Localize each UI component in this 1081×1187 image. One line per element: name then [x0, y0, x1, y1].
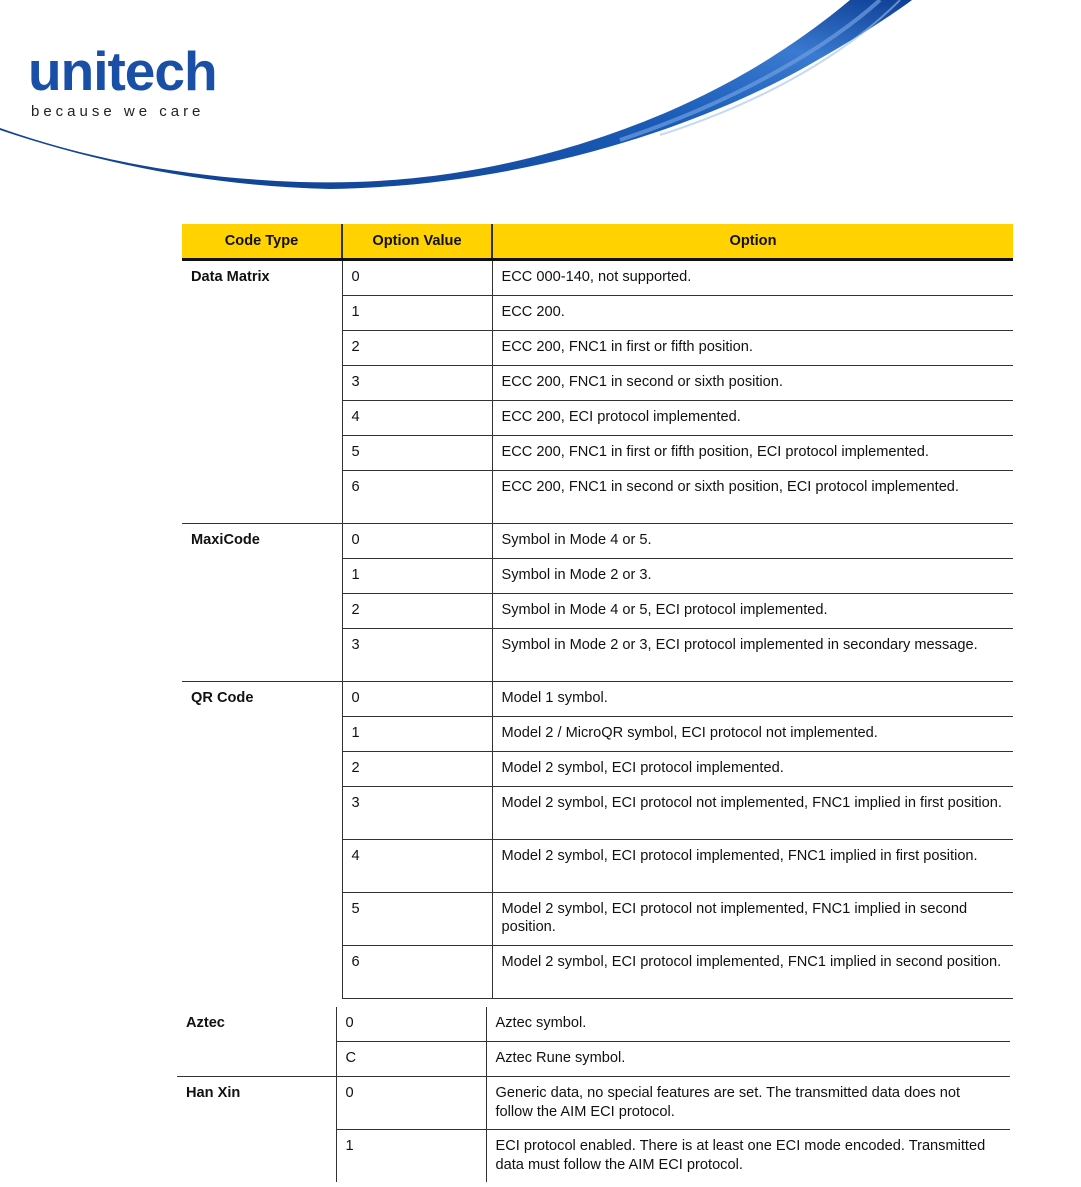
option-text: Model 2 symbol, ECI protocol implemented.	[492, 752, 1013, 787]
option-text: ECC 200, FNC1 in second or sixth position.	[492, 366, 1013, 401]
option-value: C	[336, 1042, 486, 1077]
option-text: ECI protocol enabled. There is at least one ECI mode encoded. Transmitted data must follow the AIM ECI protocol.	[486, 1130, 1010, 1183]
code-type-data-matrix: Data Matrix	[191, 269, 270, 285]
page-header	[0, 0, 1081, 200]
option-text: Symbol in Mode 2 or 3.	[492, 559, 1013, 594]
option-value: 0	[336, 1007, 486, 1042]
option-text: ECC 200.	[492, 296, 1013, 331]
option-value: 2	[342, 594, 492, 629]
option-value: 6	[342, 471, 492, 524]
option-value: 1	[336, 1130, 486, 1183]
option-value: 6	[342, 946, 492, 999]
option-text: Symbol in Mode 4 or 5.	[492, 524, 1013, 559]
option-value: 3	[342, 366, 492, 401]
code-type-aztec: Aztec	[186, 1015, 225, 1031]
header-option: Option	[492, 224, 1013, 260]
option-text: Aztec symbol.	[486, 1007, 1010, 1042]
option-table	[182, 224, 1013, 999]
code-type-maxicode: MaxiCode	[182, 524, 342, 682]
table-row	[182, 682, 1013, 717]
option-value: 4	[342, 840, 492, 893]
option-value: 3	[342, 787, 492, 840]
option-text: ECC 200, FNC1 in first or fifth position, ECI protocol implemented.	[492, 436, 1013, 471]
option-value: 2	[342, 752, 492, 787]
option-value: 5	[342, 893, 492, 946]
option-text: Model 2 / MicroQR symbol, ECI protocol not implemented.	[492, 717, 1013, 752]
code-type-qr-code: QR Code	[182, 682, 342, 999]
option-text: Model 2 symbol, ECI protocol not implemented, FNC1 implied in first position.	[492, 787, 1013, 840]
option-text: Generic data, no special features are set. The transmitted data does not follow the AIM ECI protocol.	[486, 1077, 1010, 1130]
option-value: 2	[342, 331, 492, 366]
option-value: 5	[342, 436, 492, 471]
option-value: 0	[342, 524, 492, 559]
option-value: 1	[342, 296, 492, 331]
option-text: Aztec Rune symbol.	[486, 1042, 1010, 1077]
option-text: Symbol in Mode 2 or 3, ECI protocol implemented in secondary message.	[492, 629, 1013, 682]
option-text: Symbol in Mode 4 or 5, ECI protocol implemented.	[492, 594, 1013, 629]
option-value: 1	[342, 717, 492, 752]
option-text: ECC 200, FNC1 in first or fifth position.	[492, 331, 1013, 366]
option-text: ECC 200, FNC1 in second or sixth position, ECI protocol implemented.	[492, 471, 1013, 524]
table-row	[177, 1077, 1010, 1130]
option-table-continued	[177, 1007, 1010, 1182]
table-row	[177, 1007, 1010, 1042]
header-code-type: Code Type	[182, 224, 342, 260]
option-text: ECC 000-140, not supported.	[492, 260, 1013, 296]
brand-tagline: because we care	[31, 103, 205, 120]
option-text: Model 2 symbol, ECI protocol implemented, FNC1 implied in second position.	[492, 946, 1013, 999]
option-value: 0	[342, 682, 492, 717]
table-row	[182, 260, 1013, 296]
option-value: 0	[336, 1077, 486, 1130]
option-text: Model 1 symbol.	[492, 682, 1013, 717]
option-value: 0	[342, 260, 492, 296]
option-value: 1	[342, 559, 492, 594]
option-text: Model 2 symbol, ECI protocol implemented, FNC1 implied in first position.	[492, 840, 1013, 893]
table-row	[182, 524, 1013, 559]
option-value: 4	[342, 401, 492, 436]
option-text: Model 2 symbol, ECI protocol not implemented, FNC1 implied in second position.	[492, 893, 1013, 946]
option-value: 3	[342, 629, 492, 682]
table-header-row	[182, 224, 1013, 260]
option-text: ECC 200, ECI protocol implemented.	[492, 401, 1013, 436]
code-type-han-xin: Han Xin	[177, 1077, 336, 1183]
header-option-value: Option Value	[342, 224, 492, 260]
brand-logo: unitech	[28, 40, 217, 102]
